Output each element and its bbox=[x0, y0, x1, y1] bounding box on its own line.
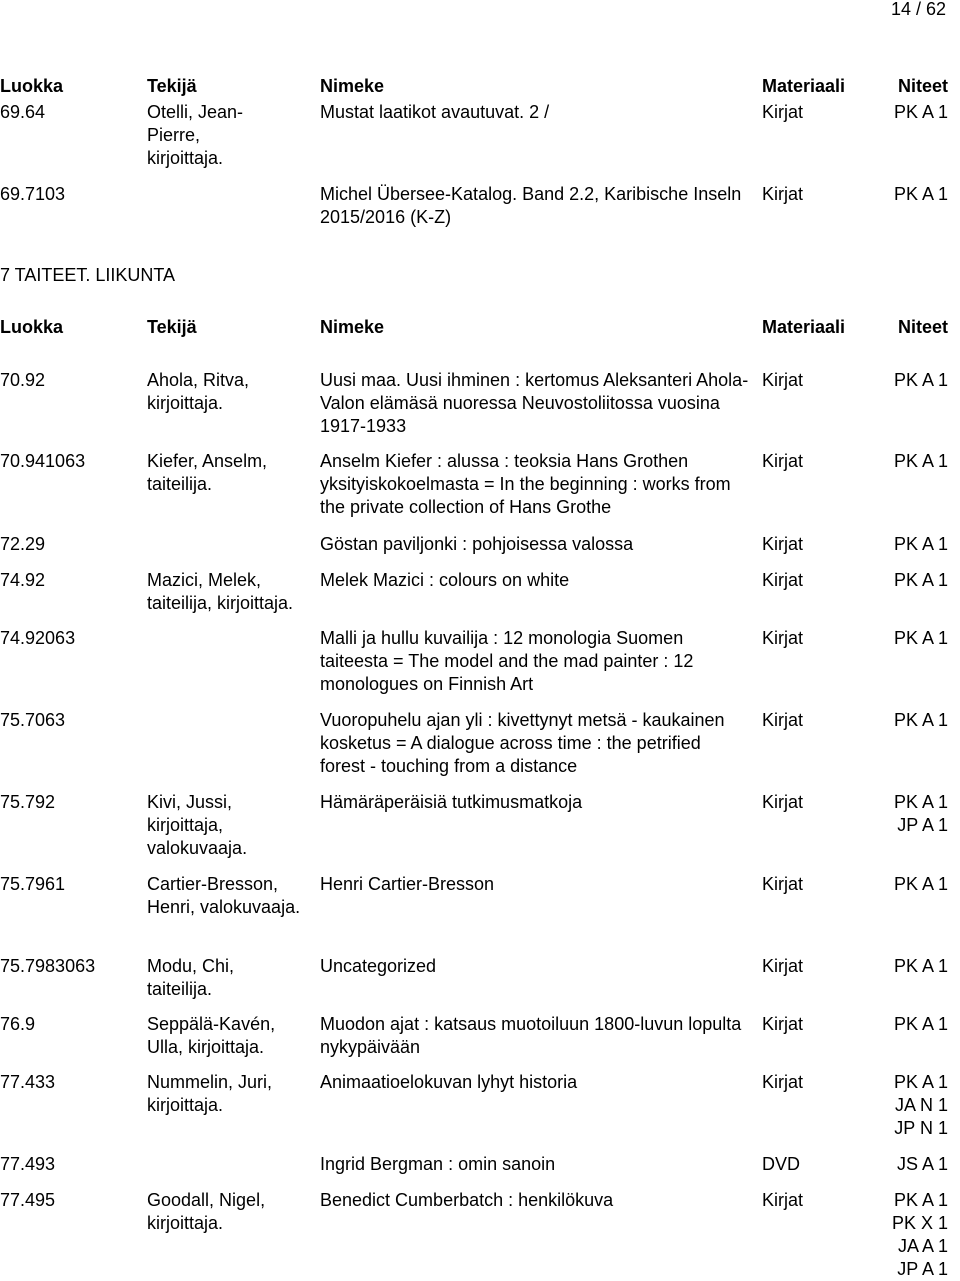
row-materiaali: Kirjat bbox=[762, 792, 804, 812]
row-luokka: 69.7103 bbox=[0, 184, 66, 204]
row-niteet bbox=[870, 709, 948, 732]
row-luokka: 69.64 bbox=[0, 102, 46, 122]
header-luokka: Luokka bbox=[0, 76, 64, 96]
row-luokka: 77.493 bbox=[0, 1154, 56, 1174]
row-niteet bbox=[870, 369, 948, 392]
row-niteet bbox=[870, 955, 948, 978]
row-nimeke: Ingrid Bergman : omin sanoin bbox=[320, 1154, 556, 1174]
row-niteet bbox=[870, 450, 948, 473]
row-tekija: Seppälä-Kavén, Ulla, kirjoittaja. bbox=[147, 1014, 276, 1057]
row-tekija: Otelli, Jean-Pierre, kirjoittaja. bbox=[147, 102, 244, 168]
row-luokka: 76.9 bbox=[0, 1014, 36, 1034]
header-niteet: Niteet bbox=[897, 76, 948, 96]
header-materiaali: Materiaali bbox=[762, 76, 846, 96]
nide: PK A 1 bbox=[893, 451, 948, 471]
nide: JA N 1 bbox=[894, 1095, 948, 1115]
nide: PK A 1 bbox=[893, 370, 948, 390]
row-niteet bbox=[870, 873, 948, 896]
row-luokka: 72.29 bbox=[0, 534, 46, 554]
row-niteet bbox=[870, 1153, 948, 1176]
row-luokka: 77.495 bbox=[0, 1190, 56, 1210]
row-luokka: 75.7961 bbox=[0, 874, 66, 894]
row-materiaali: Kirjat bbox=[762, 451, 804, 471]
row-luokka: 75.7983063 bbox=[0, 956, 96, 976]
row-tekija: Ahola, Ritva, kirjoittaja. bbox=[147, 370, 250, 413]
header-niteet: Niteet bbox=[897, 317, 948, 337]
row-niteet bbox=[870, 569, 948, 592]
row-tekija: Nummelin, Juri, kirjoittaja. bbox=[147, 1072, 273, 1115]
row-tekija: Cartier-Bresson, Henri, valokuvaaja. bbox=[147, 874, 301, 917]
row-nimeke: Mustat laatikot avautuvat. 2 / bbox=[320, 102, 550, 122]
row-materiaali: Kirjat bbox=[762, 956, 804, 976]
row-luokka: 70.92 bbox=[0, 370, 46, 390]
row-niteet bbox=[870, 533, 948, 556]
nide: PK A 1 bbox=[893, 874, 948, 894]
header-tekija: Tekijä bbox=[147, 317, 197, 337]
row-materiaali: DVD bbox=[762, 1154, 801, 1174]
row-nimeke: Michel Übersee-Katalog. Band 2.2, Karibische Inseln 2015/2016 (K-Z) bbox=[320, 184, 742, 227]
row-materiaali: Kirjat bbox=[762, 570, 804, 590]
header-nimeke: Nimeke bbox=[320, 317, 385, 337]
row-materiaali: Kirjat bbox=[762, 534, 804, 554]
nide: PK A 1 bbox=[893, 792, 948, 812]
row-niteet bbox=[870, 1013, 948, 1036]
row-niteet bbox=[870, 791, 948, 837]
row-nimeke: Muodon ajat : katsaus muotoiluun 1800-luvun lopulta nykypäivään bbox=[320, 1014, 742, 1057]
row-nimeke: Anselm Kiefer : alussa : teoksia Hans Grothen yksityiskokoelmasta = In the beginning : works from the private collection of Hans Grothe bbox=[320, 451, 731, 517]
row-nimeke: Benedict Cumberbatch : henkilökuva bbox=[320, 1190, 614, 1210]
nide: PK A 1 bbox=[893, 102, 948, 122]
row-nimeke: Animaatioelokuvan lyhyt historia bbox=[320, 1072, 578, 1092]
nide: PK A 1 bbox=[893, 628, 948, 648]
section-title: 7 TAITEET. LIIKUNTA bbox=[0, 265, 176, 285]
row-tekija: Modu, Chi, taiteilija. bbox=[147, 956, 235, 999]
row-niteet bbox=[870, 627, 948, 650]
row-nimeke: Henri Cartier-Bresson bbox=[320, 874, 495, 894]
nide: JP N 1 bbox=[894, 1118, 948, 1138]
nide: JA A 1 bbox=[897, 1236, 948, 1256]
row-luokka: 70.941063 bbox=[0, 451, 86, 471]
nide: PK A 1 bbox=[893, 1190, 948, 1210]
row-materiaali: Kirjat bbox=[762, 628, 804, 648]
row-tekija: Kivi, Jussi, kirjoittaja, valokuvaaja. bbox=[147, 792, 248, 858]
row-materiaali: Kirjat bbox=[762, 184, 804, 204]
row-niteet bbox=[870, 183, 948, 206]
row-tekija: Kiefer, Anselm, taiteilija. bbox=[147, 451, 268, 494]
nide: PK A 1 bbox=[893, 956, 948, 976]
nide: PK A 1 bbox=[893, 1014, 948, 1034]
page-number: 14 / 62 bbox=[890, 0, 946, 19]
nide: PK A 1 bbox=[893, 710, 948, 730]
row-nimeke: Melek Mazici : colours on white bbox=[320, 570, 570, 590]
row-materiaali: Kirjat bbox=[762, 1014, 804, 1034]
nide: JS A 1 bbox=[896, 1154, 948, 1174]
nide: PK A 1 bbox=[893, 184, 948, 204]
row-materiaali: Kirjat bbox=[762, 874, 804, 894]
row-nimeke: Hämäräperäisiä tutkimusmatkoja bbox=[320, 792, 583, 812]
nide: PK A 1 bbox=[893, 534, 948, 554]
row-materiaali: Kirjat bbox=[762, 102, 804, 122]
row-niteet bbox=[870, 1189, 948, 1281]
nide: JP A 1 bbox=[897, 815, 948, 835]
row-luokka: 74.92063 bbox=[0, 628, 76, 648]
nide: PK A 1 bbox=[893, 1072, 948, 1092]
row-niteet bbox=[870, 1071, 948, 1140]
nide: PK A 1 bbox=[893, 570, 948, 590]
row-materiaali: Kirjat bbox=[762, 1190, 804, 1210]
row-materiaali: Kirjat bbox=[762, 710, 804, 730]
row-nimeke: Uusi maa. Uusi ihminen : kertomus Aleksanteri Ahola-Valon elämäsä nuoressa Neuvostoliitossa vuosina 1917-1933 bbox=[320, 370, 749, 436]
row-nimeke: Malli ja hullu kuvailija : 12 monologia Suomen taiteesta = The model and the mad painter : 12 monologues on Finnish Art bbox=[320, 628, 694, 694]
row-luokka: 75.7063 bbox=[0, 710, 66, 730]
row-materiaali: Kirjat bbox=[762, 370, 804, 390]
row-niteet bbox=[870, 101, 948, 124]
row-materiaali: Kirjat bbox=[762, 1072, 804, 1092]
header-nimeke: Nimeke bbox=[320, 76, 385, 96]
row-tekija: Goodall, Nigel, kirjoittaja. bbox=[147, 1190, 266, 1233]
row-luokka: 74.92 bbox=[0, 570, 46, 590]
row-luokka: 75.792 bbox=[0, 792, 56, 812]
header-luokka: Luokka bbox=[0, 317, 64, 337]
row-tekija: Mazici, Melek, taiteilija, kirjoittaja. bbox=[147, 570, 294, 613]
row-luokka: 77.433 bbox=[0, 1072, 56, 1092]
nide: PK X 1 bbox=[891, 1213, 948, 1233]
row-nimeke: Uncategorized bbox=[320, 956, 437, 976]
header-tekija: Tekijä bbox=[147, 76, 197, 96]
row-nimeke: Göstan paviljonki : pohjoisessa valossa bbox=[320, 534, 634, 554]
header-materiaali: Materiaali bbox=[762, 317, 846, 337]
row-nimeke: Vuoropuhelu ajan yli : kivettynyt metsä - kaukainen kosketus = A dialogue across time : the petrified forest - touching from a distance bbox=[320, 710, 725, 776]
nide: JP A 1 bbox=[897, 1259, 948, 1279]
